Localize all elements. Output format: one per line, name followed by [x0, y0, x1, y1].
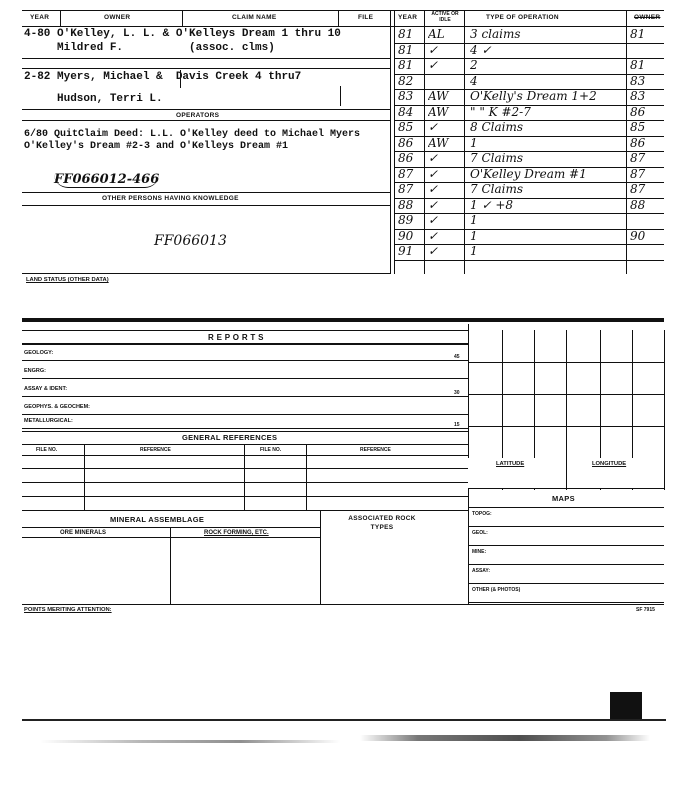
- activity-operation: 1 ✓ +8: [470, 197, 514, 212]
- map-row-label: OTHER (& PHOTOS): [472, 587, 521, 593]
- other-persons-label: OTHER PERSONS HAVING KNOWLEDGE: [102, 195, 239, 202]
- points-meriting-attention-label: POINTS MERITING ATTENTION:: [24, 607, 112, 613]
- claim-name-header: CLAIM NAME: [232, 14, 277, 21]
- activity-operation: 1: [470, 135, 478, 150]
- activity-year: 87: [398, 166, 414, 181]
- operators-label: OPERATORS: [176, 112, 220, 119]
- reports-title: R E P O R T S: [208, 333, 264, 342]
- activity-operation: 4 ✓: [470, 42, 492, 57]
- activity-operation: 8 Claims: [470, 120, 523, 134]
- map-row-label: GEOL:: [472, 530, 488, 536]
- activity-year: 91: [398, 244, 414, 258]
- active-idle-header: ACTIVE OR IDLE: [431, 11, 459, 23]
- scan-artifact-smudge-2: [40, 740, 340, 743]
- activity-status: AW: [428, 104, 449, 119]
- activity-status: ✓: [428, 151, 439, 165]
- activity-owner: 83: [630, 89, 646, 103]
- activity-status: ✓: [428, 120, 439, 134]
- activity-status: ✓: [428, 58, 439, 72]
- activity-year: 88: [398, 197, 414, 212]
- report-row-label: ENGRG:: [24, 368, 46, 374]
- activity-status: ✓: [428, 182, 439, 196]
- activity-year: 86: [398, 151, 414, 165]
- activity-year: 89: [398, 213, 414, 227]
- activity-operation: 4: [470, 73, 478, 88]
- report-row-label: GEOPHYS. & GEOCHEM:: [24, 404, 91, 410]
- activity-status: ✓: [428, 213, 439, 227]
- activity-year: 83: [398, 89, 414, 103]
- latitude-label: LATITUDE: [496, 461, 525, 467]
- maps-title: MAPS: [552, 494, 575, 503]
- handwritten-file-note: FF066012-466: [54, 172, 160, 187]
- activity-owner: 88: [630, 197, 646, 212]
- map-row-label: ASSAY:: [472, 568, 491, 574]
- land-status-label: LAND STATUS (OTHER DATA): [26, 277, 109, 283]
- associated-rock-types-title: ASSOCIATED ROCK TYPES: [348, 515, 416, 531]
- activity-status: ✓: [428, 244, 439, 258]
- report-row-label: ASSAY & IDENT:: [24, 386, 68, 392]
- report-row-number: 45: [454, 354, 460, 360]
- activity-status: ✓: [428, 228, 439, 243]
- activity-owner: 90: [630, 228, 646, 243]
- activity-operation: O'Kelly's Dream 1+2: [470, 89, 597, 103]
- scan-artifact-smudge: [360, 735, 650, 741]
- activity-operation: O'Kelley Dream #1: [470, 166, 587, 181]
- activity-year: 85: [398, 120, 414, 134]
- handwritten-stamp: FF066013: [154, 233, 227, 249]
- form-number: SF 7915: [636, 607, 655, 613]
- activity-year: 86: [398, 135, 414, 150]
- activity-owner: 86: [630, 135, 646, 150]
- mineral-assemblage-title: MINERAL ASSEMBLAGE: [110, 515, 205, 524]
- owner-header: OWNER: [104, 14, 131, 21]
- activity-year: 87: [398, 182, 414, 196]
- type-operation-header: TYPE OF OPERATION: [486, 14, 559, 21]
- activity-operation: 1: [470, 244, 478, 258]
- activity-year: 81: [398, 27, 414, 41]
- activity-owner: 87: [630, 151, 646, 165]
- activity-operation: 1: [470, 228, 478, 243]
- activity-owner: 87: [630, 182, 646, 196]
- activity-year: 84: [398, 104, 414, 119]
- activity-operation: 7 Claims: [470, 182, 523, 196]
- activity-operation: " " K #2-7: [470, 104, 531, 119]
- reference-header: REFERENCE: [140, 447, 171, 453]
- activity-owner: 81: [630, 27, 646, 41]
- ore-minerals-header: ORE MINERALS: [60, 530, 107, 536]
- ownership-row: 4-80 O'Kelley, L. L. & O'Kelleys Dream 1 thru 10: [24, 28, 341, 40]
- activity-owner: 83: [630, 73, 646, 88]
- longitude-label: LONGITUDE: [592, 461, 627, 467]
- activity-year: 81: [398, 58, 414, 72]
- year2-header: YEAR: [398, 14, 418, 21]
- activity-operation: 3 claims: [470, 27, 521, 41]
- ownership-row: Mildred F. (assoc. clms): [24, 42, 275, 54]
- file-no-header-2: FILE NO.: [260, 447, 282, 453]
- activity-status: AL: [428, 27, 445, 41]
- activity-year: 82: [398, 73, 414, 88]
- activity-status: AW: [428, 135, 449, 150]
- scan-artifact-line: [22, 719, 666, 721]
- activity-owner: 87: [630, 166, 646, 181]
- operator-row: O'Kelley's Dream #2-3 and O'Kelleys Dream #1: [24, 141, 289, 152]
- map-row-label: MINE:: [472, 549, 487, 555]
- rock-forming-header: ROCK FORMING, ETC.: [204, 530, 269, 536]
- activity-status: AW: [428, 89, 449, 103]
- activity-owner: 85: [630, 120, 646, 134]
- owner-right-header: OWNER: [634, 14, 661, 21]
- map-row-label: TOPOG:: [472, 511, 492, 517]
- activity-operation: 2: [470, 58, 478, 72]
- activity-operation: 7 Claims: [470, 151, 523, 165]
- report-row-number: 30: [454, 390, 460, 396]
- file-no-header: FILE NO.: [36, 447, 58, 453]
- file-header: FILE: [358, 14, 374, 21]
- year-header: YEAR: [30, 14, 50, 21]
- activity-operation: 1: [470, 213, 478, 227]
- activity-owner: 86: [630, 104, 646, 119]
- activity-year: 81: [398, 42, 414, 57]
- general-references-title: GENERAL REFERENCES: [182, 433, 278, 442]
- report-row-label: GEOLOGY:: [24, 350, 54, 356]
- operator-row: 6/80 QuitClaim Deed: L.L. O'Kelley deed to Michael Myers: [24, 129, 361, 140]
- activity-status: ✓: [428, 197, 439, 212]
- activity-year: 90: [398, 228, 414, 243]
- ownership-row: 2-82 Myers, Michael & Davis Creek 4 thru7: [24, 71, 302, 83]
- activity-status: ✓: [428, 166, 439, 181]
- report-row-number: 15: [454, 422, 460, 428]
- activity-status: ✓: [428, 42, 439, 57]
- ownership-row: Hudson, Terri L.: [24, 93, 163, 105]
- report-row-label: METALLURGICAL:: [24, 418, 73, 424]
- reference-header-2: REFERENCE: [360, 447, 391, 453]
- activity-owner: 81: [630, 58, 646, 72]
- scan-artifact-dark-block: [610, 692, 642, 720]
